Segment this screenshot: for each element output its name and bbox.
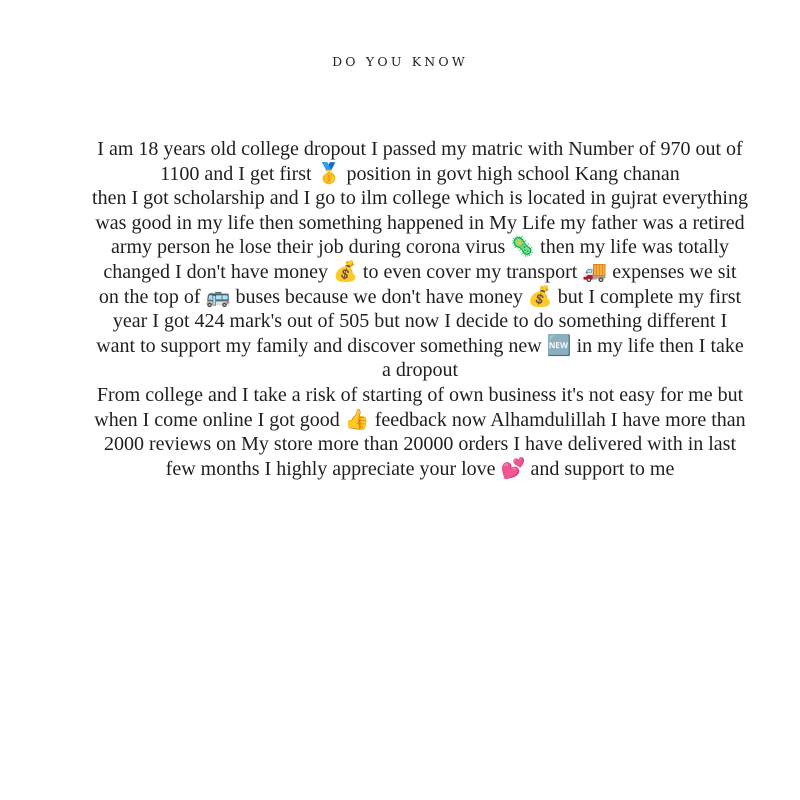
story-text (92, 137, 748, 481)
story-paragraph-2: then I got scholarship and I go to ilm college which is located in gujrat everything was good in my life then something happened in My Life my father was a retired army person he lose their job during corona virus 🦠 then my life was totally changed I don't have money 💰 to even cover my transport 🚚 expenses we sit on the top of 🚌 buses because we don't have money 💰 but I complete my first year I got 424 mark's out of 505 but now I decide to do something different I want to support my family and discover something new 🆕 in my life then I take a dropout (92, 187, 748, 382)
story-paragraph-1: I am 18 years old college dropout I passed my matric with Number of 970 out of 1100 and I get first 🥇 position in govt high school Kang chanan (97, 138, 743, 185)
page-title: DO YOU KNOW (332, 54, 468, 69)
story-paragraph-3: From college and I take a risk of starting of own business it's not easy for me but when I come online I got good 👍 feedback now Alhamdulillah I have more than 2000 reviews on My store more than 20000 orders I have delivered with in last few months I highly appreciate your love 💕 and support to me (94, 383, 746, 480)
